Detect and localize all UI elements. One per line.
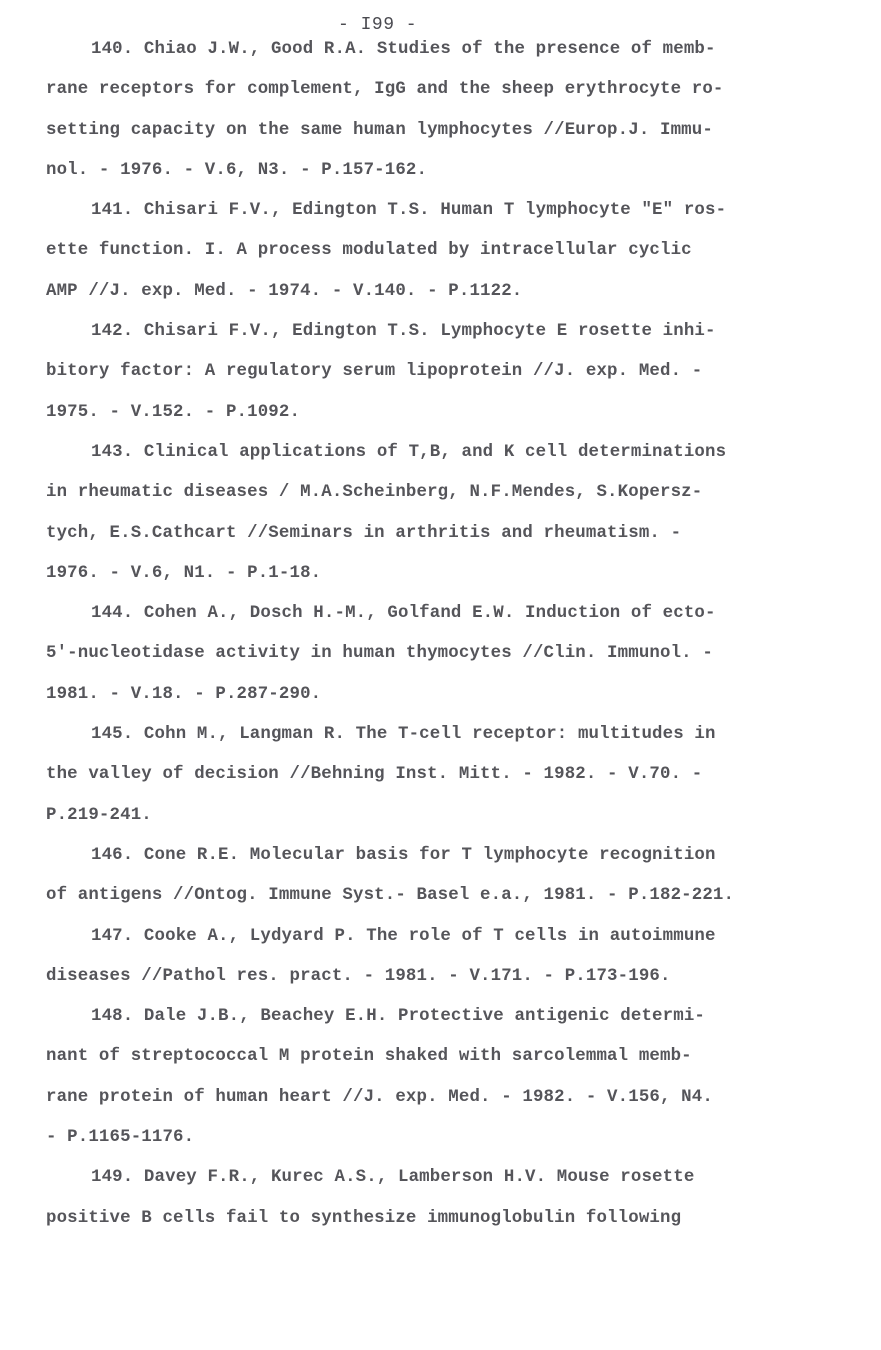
page-number: - I99 - — [338, 15, 418, 35]
reference-entry — [46, 840, 846, 921]
reference-line: of antigens //Ontog. Immune Syst.- Basel e.a., 1981. - P.182-221. — [46, 886, 735, 906]
reference-line: 143. Clinical applications of T,B, and K cell determinations — [91, 442, 727, 462]
reference-entry — [46, 921, 846, 1002]
reference-line: positive B cells fail to synthesize immunoglobulin following — [46, 1208, 682, 1228]
reference-entry — [46, 195, 846, 316]
reference-entry — [46, 437, 846, 598]
reference-entry — [46, 719, 846, 840]
reference-line: setting capacity on the same human lymphocytes //Europ.J. Immu- — [46, 120, 713, 140]
reference-line: in rheumatic diseases / M.A.Scheinberg, N.F.Mendes, S.Kopersz- — [46, 483, 703, 503]
reference-entry — [46, 1162, 846, 1243]
reference-line: 145. Cohn M., Langman R. The T-cell receptor: multitudes in — [91, 725, 716, 745]
reference-line: 148. Dale J.B., Beachey E.H. Protective antigenic determi- — [91, 1007, 705, 1027]
reference-line: rane receptors for complement, IgG and the sheep erythrocyte ro- — [46, 80, 724, 100]
reference-line: 141. Chisari F.V., Edington T.S. Human T lymphocyte "E" ros- — [91, 201, 727, 221]
reference-entry — [46, 1001, 846, 1162]
reference-line: nant of streptococcal M protein shaked with sarcolemmal memb- — [46, 1047, 692, 1067]
reference-line: rane protein of human heart //J. exp. Med. - 1982. - V.156, N4. — [46, 1087, 713, 1107]
reference-line: diseases //Pathol res. pract. - 1981. - V.171. - P.173-196. — [46, 966, 671, 986]
reference-entry — [46, 598, 846, 719]
reference-line: tych, E.S.Cathcart //Seminars in arthritis and rheumatism. - — [46, 523, 682, 543]
reference-line: 146. Cone R.E. Molecular basis for T lymphocyte recognition — [91, 845, 716, 865]
reference-line: 5'-nucleotidase activity in human thymocytes //Clin. Immunol. - — [46, 644, 713, 664]
reference-line: P.219-241. — [46, 805, 152, 825]
reference-line: 144. Cohen A., Dosch H.-M., Golfand E.W. Induction of ecto- — [91, 604, 716, 624]
reference-line: AMP //J. exp. Med. - 1974. - V.140. - P.1122. — [46, 281, 523, 301]
reference-line: 147. Cooke A., Lydyard P. The role of T cells in autoimmune — [91, 926, 716, 946]
reference-line: ette function. I. A process modulated by intracellular cyclic — [46, 241, 692, 261]
reference-line: 140. Chiao J.W., Good R.A. Studies of the presence of memb- — [91, 40, 716, 59]
reference-line: bitory factor: A regulatory serum lipoprotein //J. exp. Med. - — [46, 362, 703, 382]
reference-line: 1975. - V.152. - P.1092. — [46, 402, 301, 422]
reference-entry — [46, 34, 846, 195]
reference-line: the valley of decision //Behning Inst. Mitt. - 1982. - V.70. - — [46, 765, 703, 785]
reference-line: nol. - 1976. - V.6, N3. - P.157-162. — [46, 160, 428, 180]
reference-line: 1976. - V.6, N1. - P.1-18. — [46, 563, 322, 583]
reference-list — [46, 34, 846, 1243]
reference-entry — [46, 316, 846, 437]
reference-line: - P.1165-1176. — [46, 1128, 195, 1148]
reference-line: 149. Davey F.R., Kurec A.S., Lamberson H.V. Mouse rosette — [91, 1168, 695, 1188]
reference-line: 142. Chisari F.V., Edington T.S. Lymphocyte E rosette inhi- — [91, 322, 716, 342]
reference-line: 1981. - V.18. - P.287-290. — [46, 684, 322, 704]
